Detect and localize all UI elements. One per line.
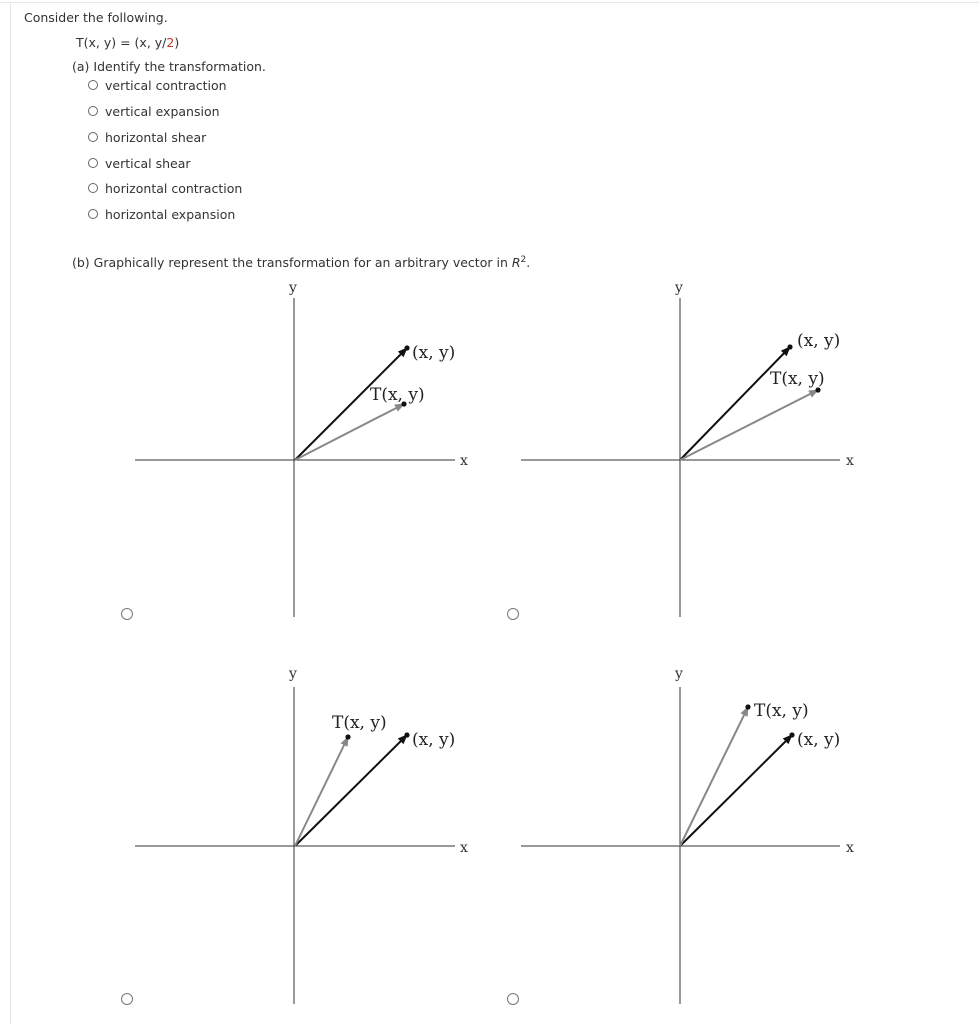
graph-radio-1[interactable]: [121, 608, 133, 620]
graph-radio-4[interactable]: [507, 993, 519, 1005]
point-txy: [345, 734, 350, 739]
part-b-space: R: [511, 255, 521, 271]
label-txy: T(x, y): [332, 713, 387, 733]
part-b-end: .: [526, 255, 531, 271]
y-axis-label: y: [675, 280, 683, 296]
label-xy: (x, y): [797, 331, 841, 351]
vector-xy: [295, 735, 407, 846]
vector-txy: [295, 404, 404, 460]
point-txy: [745, 704, 750, 709]
vector-txy: [680, 390, 818, 460]
label-xy: (x, y): [412, 730, 456, 750]
x-axis-label: x: [846, 453, 854, 469]
vector-xy: [680, 735, 792, 846]
point-xy: [404, 732, 409, 737]
y-axis-label: y: [289, 280, 297, 296]
option-label: horizontal shear: [105, 129, 207, 145]
option-label: vertical shear: [105, 155, 191, 171]
graph-option-1[interactable]: [135, 280, 468, 617]
graph-radio-2[interactable]: [507, 608, 519, 620]
point-xy: [404, 345, 409, 350]
graph-option-3[interactable]: [135, 666, 468, 1004]
x-axis-label: x: [846, 840, 854, 856]
option-label: horizontal expansion: [105, 206, 236, 222]
y-axis-label: y: [675, 666, 683, 682]
part-a-prompt: (a) Identify the transformation.: [72, 59, 266, 74]
x-axis-label: x: [460, 453, 468, 469]
vector-txy: [680, 707, 748, 846]
option-label: vertical expansion: [105, 103, 220, 119]
formula-red-value: 2: [166, 35, 175, 50]
graph-option-2[interactable]: [521, 280, 854, 617]
option-label: horizontal contraction: [105, 180, 243, 196]
y-axis-label: y: [289, 666, 297, 682]
option-label: vertical contraction: [105, 77, 227, 93]
x-axis-label: x: [460, 840, 468, 856]
formula-lhs: T(x, y) = (x, y/: [76, 35, 167, 50]
part-b-text: (b) Graphically represent the transformation for an arbitrary vector in: [72, 255, 512, 271]
vector-txy: [295, 737, 348, 846]
vector-xy: [680, 347, 790, 460]
graph-radio-3[interactable]: [121, 993, 133, 1005]
graph-option-4[interactable]: [521, 666, 854, 1004]
point-xy: [789, 732, 794, 737]
part-b-exponent: 2: [520, 255, 527, 265]
question-intro: Consider the following.: [24, 10, 168, 25]
label-xy: (x, y): [797, 730, 841, 750]
label-txy: T(x, y): [770, 369, 825, 389]
formula-rhs: ): [174, 35, 180, 50]
point-xy: [787, 344, 792, 349]
label-txy: T(x, y): [754, 701, 809, 721]
label-txy: T(x, y): [370, 385, 425, 405]
label-xy: (x, y): [412, 343, 456, 363]
